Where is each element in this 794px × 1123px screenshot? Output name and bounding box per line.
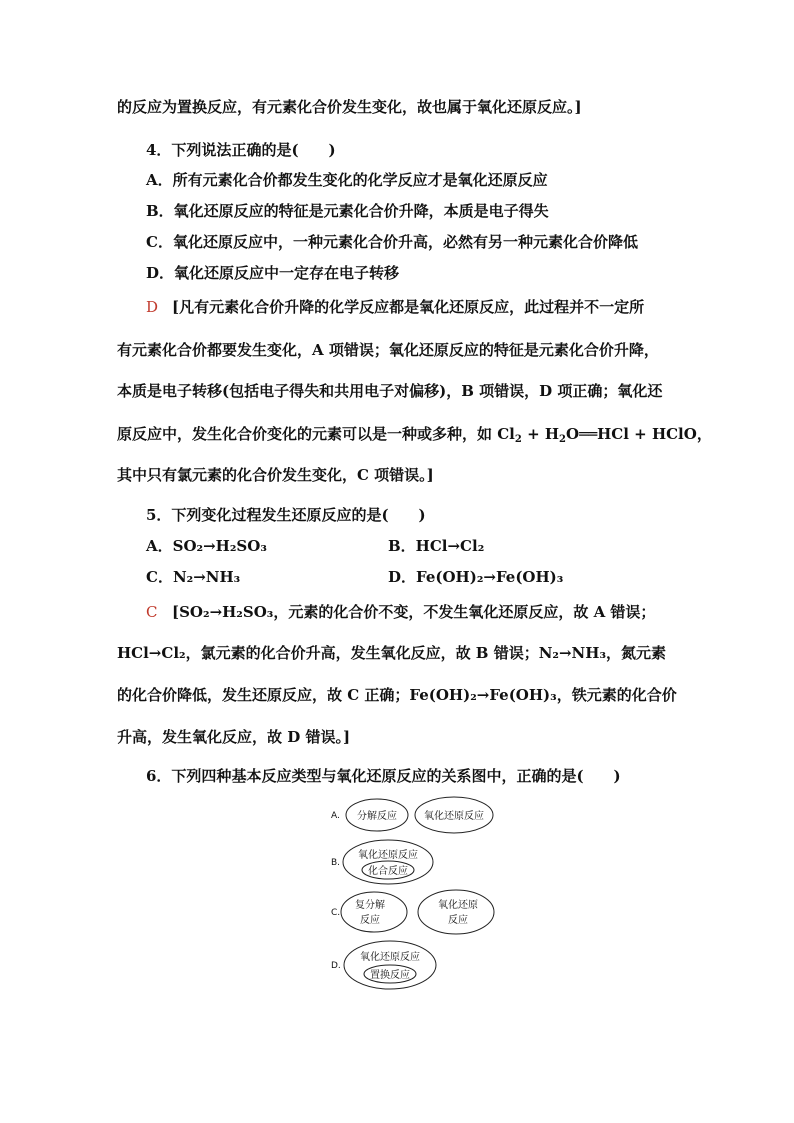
diagram-d-outer-text: 氧化还原反应 xyxy=(360,952,420,963)
q4-explanation-5: 其中只有氯元素的化合价发生变化，C 项错误。] xyxy=(117,466,434,484)
q5-stem: 5．下列变化过程发生还原反应的是( ) xyxy=(146,506,426,524)
q6-stem: 6．下列四种基本反应类型与氧化还原反应的关系图中，正确的是( ) xyxy=(146,767,621,785)
q5-explanation-2: HCl→Cl₂，氯元素的化合价升高，发生氧化反应，故 B 错误；N₂→NH₃，氮元素 xyxy=(117,644,667,662)
q4-explanation-2: 有元素化合价都要发生变化，A 项错误；氧化还原反应的特征是元素化合价升降， xyxy=(117,341,659,359)
diagram-c-right-text-1: 氧化还原 xyxy=(438,900,478,911)
q5-answer: C xyxy=(146,603,158,621)
q5-explanation-4: 升高，发生氧化反应，故 D 错误。] xyxy=(117,728,351,746)
q4-option-a: A．所有元素化合价都发生变化的化学反应才是氧化还原反应 xyxy=(146,171,548,189)
q4-option-b: B．氧化还原反应的特征是元素化合价升降，本质是电子得失 xyxy=(146,202,549,220)
diagram-d-inner-text: 置换反应 xyxy=(370,970,410,981)
diagram-c-label: C. xyxy=(331,908,341,918)
q4-answer: D xyxy=(146,298,159,316)
diagram-d-label: D. xyxy=(331,961,341,971)
diagram-c-left-text-2: 反应 xyxy=(360,915,380,926)
q4-option-c: C．氧化还原反应中，一种元素化合价升高，必然有另一种元素化合价降低 xyxy=(146,233,638,251)
q4-exp4-part-b: + H xyxy=(521,425,560,443)
diagram-c-left-text-1: 复分解 xyxy=(355,900,385,911)
diagram-c-right-text-2: 反应 xyxy=(448,915,468,926)
q5-option-c: C．N₂→NH₃ xyxy=(146,568,241,586)
q5-option-b: B．HCl→Cl₂ xyxy=(388,537,485,555)
diagram-b-inner-text: 化合反应 xyxy=(368,866,408,877)
diagram-b-outer-text: 氧化还原反应 xyxy=(358,850,418,861)
diagram-a-left-text: 分解反应 xyxy=(357,811,397,822)
q5-explanation-1: [SO₂→H₂SO₃，元素的化合价不变，不发生氧化还原反应，故 A 错误； xyxy=(172,603,656,621)
diagram-b-label: B. xyxy=(331,858,341,868)
diagram-b-outer-ellipse xyxy=(343,840,433,884)
diagram-c-left-ellipse xyxy=(341,892,407,932)
q4-option-d: D．氧化还原反应中一定存在电子转移 xyxy=(146,264,400,282)
q4-explanation-1: [凡有元素化合价升降的化学反应都是氧化还原反应，此过程并不一定所 xyxy=(172,298,645,316)
q4-explanation-3: 本质是电子转移(包括电子得失和共用电子对偏移)，B 项错误，D 项正确；氧化还 xyxy=(117,382,663,400)
q4-explanation-4: 原反应中，发生化合价变化的元素可以是一种或多种，如 $Cl_2$ + $H_2O══HCl$ + HClO， xyxy=(117,425,712,445)
diagram-a-label: A. xyxy=(331,811,340,821)
q4-exp4-part-c: O══HCl + HClO， xyxy=(566,425,712,443)
diagram-c-right-ellipse xyxy=(418,890,494,934)
continuation-text: 的反应为置换反应，有元素化合价发生变化，故也属于氧化还原反应。] xyxy=(117,98,582,116)
q5-option-a: A．SO₂→H₂SO₃ xyxy=(146,537,267,555)
diagram-a-right-text: 氧化还原反应 xyxy=(424,811,484,822)
q5-option-d: D．Fe(OH)₂→Fe(OH)₃ xyxy=(388,568,564,586)
q5-explanation-3: 的化合价降低，发生还原反应，故 C 正确；Fe(OH)₂→Fe(OH)₃，铁元素的化合价 xyxy=(117,686,677,704)
q4-stem: 4．下列说法正确的是( ) xyxy=(146,141,336,159)
q4-exp4-part-a: 原反应中，发生化合价变化的元素可以是一种或多种，如 Cl xyxy=(117,425,515,443)
